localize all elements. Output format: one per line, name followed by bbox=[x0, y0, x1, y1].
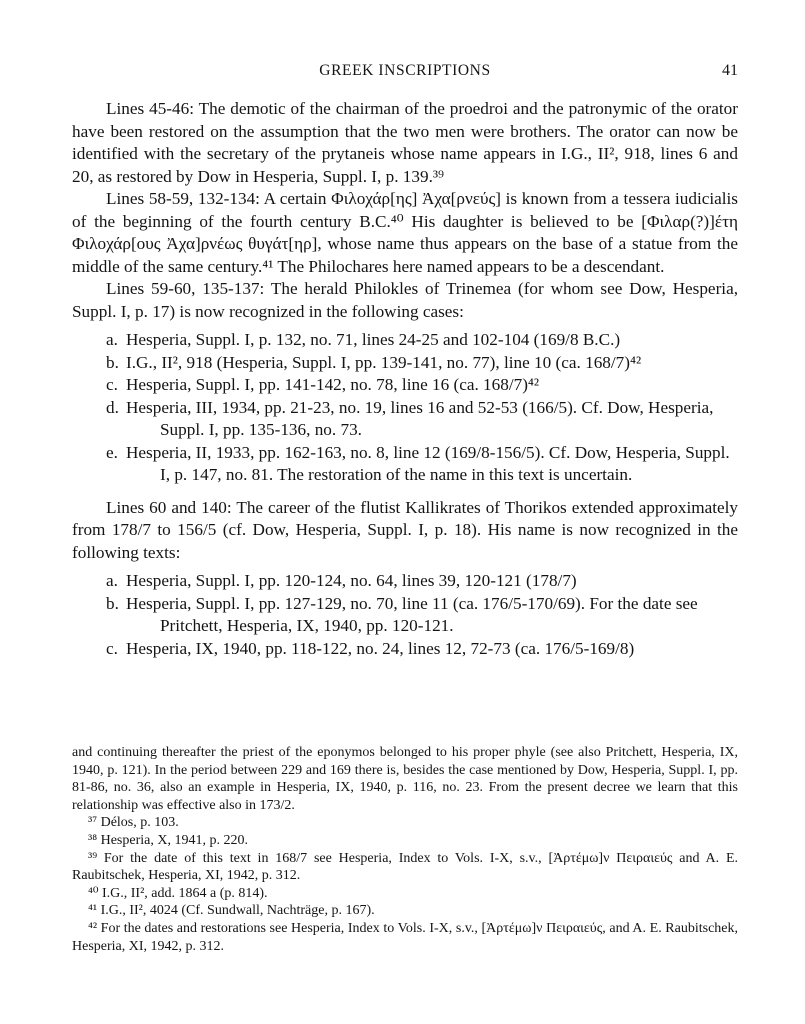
list-item: a. Hesperia, Suppl. I, p. 132, no. 71, lines 24-25 and 102-104 (169/8 B.C.) bbox=[106, 330, 621, 349]
list-item: d. Hesperia, III, 1934, pp. 21-23, no. 19, lines 16 and 52-53 (166/5). Cf. Dow, Hesperia, Suppl. I, pp. 135-136, no. 73. bbox=[106, 397, 714, 439]
main-text bbox=[72, 98, 738, 670]
list-item: c. Hesperia, Suppl. I, pp. 141-142, no. 78, line 16 (ca. 168/7)⁴² bbox=[106, 375, 540, 394]
list-item: b. Hesperia, Suppl. I, pp. 127-129, no. 70, line 11 (ca. 176/5-170/69). For the date see Pritchett, Hesperia, IX, 1940, pp. 120-121. bbox=[106, 593, 698, 635]
running-title: GREEK INSCRIPTIONS bbox=[319, 62, 491, 79]
footnote-40: ⁴⁰ I.G., II², add. 1864 a (p. 814). bbox=[88, 885, 268, 901]
page-header bbox=[72, 62, 738, 84]
paragraph-lines-58-59: Lines 58-59, 132-134: A certain Φιλοχάρ[ης] Ἀχα[ρνεύς] is known from a tessera iudicialis of the beginning of the fourth century B.C.⁴⁰ His daughter is believed to be [Φιλαρ(?)]έτη Φιλοχάρ[ους Ἀχα]ρνέως θυγάτ[ηρ], whose name thus appears on the base of a statue from the middle of the same century.⁴¹ The Philochares here named appears to be a descendant. bbox=[72, 189, 738, 276]
list-item: c. Hesperia, IX, 1940, pp. 118-122, no. 24, lines 12, 72-73 (ca. 176/5-169/8) bbox=[106, 638, 635, 658]
footnote-39: ³⁹ For the date of this text in 168/7 see Hesperia, Index to Vols. I-X, s.v., [Ἀρτέμω]ν Πειραιεύς and A. E. Raubitschek, Hesperia, XI, 1942, p. 312. bbox=[72, 850, 738, 884]
footnote-37: ³⁷ Délos, p. 103. bbox=[88, 815, 179, 831]
list-item: a. Hesperia, Suppl. I, pp. 120-124, no. 64, lines 39, 120-121 (178/7) bbox=[106, 571, 577, 590]
footnotes bbox=[72, 744, 738, 955]
kallikrates-list bbox=[72, 570, 738, 660]
paragraph-lines-59-60: Lines 59-60, 135-137: The herald Philokles of Trinemea (for whom see Dow, Hesperia, Suppl. I, p. 17) is now recognized in the following cases: bbox=[72, 279, 738, 321]
list-item: b. I.G., II², 918 (Hesperia, Suppl. I, pp. 139-141, no. 77), line 10 (ca. 168/7)⁴² bbox=[106, 352, 642, 372]
footnote-41: ⁴¹ I.G., II², 4024 (Cf. Sundwall, Nachträge, p. 167). bbox=[88, 903, 375, 919]
page-number: 41 bbox=[722, 62, 738, 79]
paragraph-lines-60-140: Lines 60 and 140: The career of the flutist Kallikrates of Thorikos extended approximately from 178/7 to 156/5 (cf. Dow, Hesperia, Suppl. I, p. 18). His name is now recognized in the following texts: bbox=[72, 497, 738, 562]
footnote-38: ³⁸ Hesperia, X, 1941, p. 220. bbox=[88, 832, 248, 848]
philokles-list bbox=[72, 329, 738, 487]
footnote-42: ⁴² For the dates and restorations see Hesperia, Index to Vols. I-X, s.v., [Ἀρτέμω]ν Πειραιεύς, and A. E. Raubitschek, Hesperia, XI, 1942, p. 312. bbox=[72, 920, 738, 954]
footnote-continuation: and continuing thereafter the priest of the eponymos belonged to his proper phyle (see also Pritchett, Hesperia, IX, 1940, p. 121). In the period between 229 and 169 there is, besides the case mentioned by Dow, Hesperia, Suppl. I, pp. 81-86, no. 36, also an example in Hesperia, IX, 1940, p. 116, no. 23. From the present decree we learn that this relationship was effective also in 173/2. bbox=[72, 745, 738, 813]
list-item: e. Hesperia, II, 1933, pp. 162-163, no. 8, line 12 (169/8-156/5). Cf. Dow, Hesperia, Suppl. I, p. 147, no. 81. The restoration of the name in this text is uncertain. bbox=[106, 442, 730, 484]
paragraph-lines-45-46: Lines 45-46: The demotic of the chairman of the proedroi and the patronymic of the orator have been restored on the assumption that the two men were brothers. The orator can now be identified with the secretary of the prytaneis whose name appears in I.G., II², 918, lines 6 and 20, as restored by Dow in Hesperia, Suppl. I, p. 139.³⁹ bbox=[72, 99, 738, 186]
